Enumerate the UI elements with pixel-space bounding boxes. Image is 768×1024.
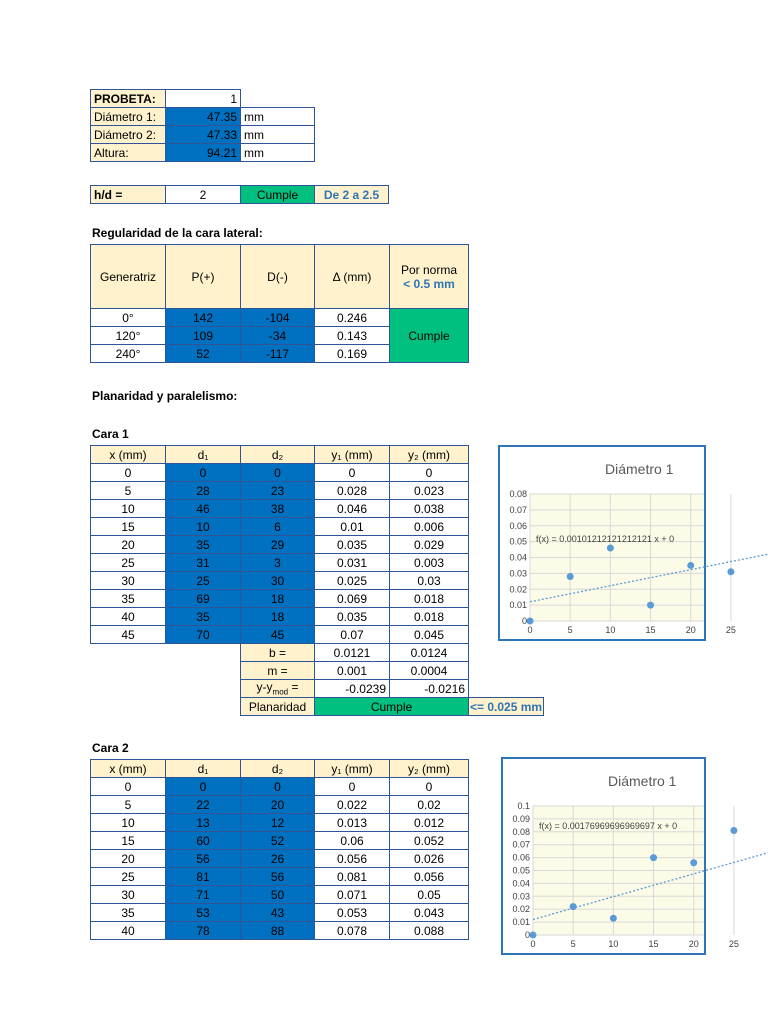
- x-tick-label: 0: [527, 625, 533, 635]
- ymod-label: $y-y_{mod}$ =: [241, 680, 315, 698]
- hd-status: Cumple: [241, 186, 315, 204]
- y1-cell: 0.078: [315, 922, 390, 940]
- y2-cell: 0.088: [390, 922, 469, 940]
- table-row: [91, 500, 544, 518]
- y1-cell: 0.022: [315, 796, 390, 814]
- y1-cell: 0.053: [315, 904, 390, 922]
- data-point: [527, 618, 534, 625]
- d1-cell[interactable]: 53: [166, 904, 241, 922]
- planaridad-status: Cumple: [315, 698, 469, 716]
- d1-cell[interactable]: 35: [166, 536, 241, 554]
- y1-cell: 0.01: [315, 518, 390, 536]
- x-tick-label: 0: [530, 939, 536, 949]
- diametro1-value[interactable]: 47.35: [166, 108, 241, 126]
- d1-cell[interactable]: 22: [166, 796, 241, 814]
- header-generatriz: Generatriz: [91, 245, 166, 309]
- x-tick-label: 10: [605, 625, 616, 635]
- table-row: [91, 850, 469, 868]
- data-point: [690, 859, 697, 866]
- table-row: [91, 904, 469, 922]
- table-row: [91, 482, 544, 500]
- d1-cell[interactable]: 60: [166, 832, 241, 850]
- y2-cell: 0.05: [390, 886, 469, 904]
- d-cell[interactable]: -34: [241, 327, 315, 345]
- data-point: [570, 903, 577, 910]
- x-cell: 25: [91, 554, 166, 572]
- x-cell: 20: [91, 536, 166, 554]
- probeta-table: [90, 89, 315, 162]
- d2-cell[interactable]: 23: [241, 482, 315, 500]
- data-point: [650, 854, 657, 861]
- header-y2: y₂ (mm): [390, 446, 469, 464]
- d1-cell[interactable]: 81: [166, 868, 241, 886]
- x-cell: 10: [91, 500, 166, 518]
- b-y1: 0.0121: [315, 644, 390, 662]
- x-tick-label: 5: [570, 939, 576, 949]
- y-tick-label: 0.05: [509, 536, 527, 547]
- d2-cell[interactable]: 26: [241, 850, 315, 868]
- regularidad-status: Cumple: [390, 309, 469, 363]
- d1-cell[interactable]: 69: [166, 590, 241, 608]
- regularidad-title: Regularidad de la cara lateral:: [92, 226, 263, 240]
- header-por-norma: [390, 245, 469, 309]
- d1-cell[interactable]: 56: [166, 850, 241, 868]
- planaridad-limit: <= 0.025 mm: [470, 699, 543, 714]
- y1-cell: 0.025: [315, 572, 390, 590]
- d1-cell[interactable]: 70: [166, 626, 241, 644]
- y-tick-label: 0.02: [509, 584, 527, 595]
- x-cell: 30: [91, 572, 166, 590]
- header-d2: d₂: [241, 760, 315, 778]
- data-point: [610, 915, 617, 922]
- x-cell: 0: [91, 464, 166, 482]
- x-tick-label: 25: [725, 625, 736, 635]
- y-tick-label: 0.09: [512, 813, 530, 824]
- header-x: x (mm): [91, 446, 166, 464]
- diametro1-unit: mm: [241, 108, 315, 126]
- d2-cell[interactable]: 12: [241, 814, 315, 832]
- x-tick-label: 5: [567, 625, 573, 635]
- table-row: [91, 778, 469, 796]
- chart-title: Diámetro 1: [608, 773, 677, 789]
- d2-cell[interactable]: 30: [241, 572, 315, 590]
- d2-cell[interactable]: 38: [241, 500, 315, 518]
- diametro2-unit: mm: [241, 126, 315, 144]
- chart-cara2[interactable]: [501, 757, 739, 955]
- d1-cell[interactable]: 0: [166, 464, 241, 482]
- d1-cell[interactable]: 31: [166, 554, 241, 572]
- trendline-equation: f(x) = 0.00176969696969697 x + 0: [539, 821, 678, 831]
- y-tick-label: 0.08: [509, 489, 527, 499]
- y2-cell: 0.003: [390, 554, 469, 572]
- d2-cell[interactable]: 45: [241, 626, 315, 644]
- x-cell: 35: [91, 904, 166, 922]
- data-point: [567, 573, 574, 580]
- y1-cell: 0.071: [315, 886, 390, 904]
- cara1-table: [90, 445, 544, 716]
- data-point: [687, 562, 694, 569]
- x-cell: 5: [91, 796, 166, 814]
- header-d2: d₂: [241, 446, 315, 464]
- y1-cell: 0.056: [315, 850, 390, 868]
- y1-cell: 0.07: [315, 626, 390, 644]
- y2-cell: 0.029: [390, 536, 469, 554]
- y1-cell: 0.031: [315, 554, 390, 572]
- chart-svg: [503, 759, 739, 953]
- y1-cell: 0.06: [315, 832, 390, 850]
- x-cell: 45: [91, 626, 166, 644]
- x-cell: 5: [91, 482, 166, 500]
- delta-cell: 0.246: [315, 309, 390, 327]
- y-tick-label: 0.04: [509, 552, 527, 563]
- x-cell: 25: [91, 868, 166, 886]
- ymod-y2: -0.0216: [390, 680, 469, 698]
- y2-cell: 0.018: [390, 590, 469, 608]
- d2-cell[interactable]: 0: [241, 464, 315, 482]
- d1-cell[interactable]: 46: [166, 500, 241, 518]
- x-cell: 40: [91, 608, 166, 626]
- header-y1: y₁ (mm): [315, 760, 390, 778]
- d1-cell[interactable]: 0: [166, 778, 241, 796]
- x-cell: 30: [91, 886, 166, 904]
- delta-cell: 0.143: [315, 327, 390, 345]
- d2-cell[interactable]: 6: [241, 518, 315, 536]
- altura-value[interactable]: 94.21: [166, 144, 241, 162]
- p-cell[interactable]: 142: [166, 309, 241, 327]
- table-row: [91, 796, 469, 814]
- y1-cell: 0: [315, 464, 390, 482]
- table-row: [91, 608, 544, 626]
- y2-cell: 0.006: [390, 518, 469, 536]
- y-tick-label: 0.07: [512, 839, 530, 850]
- table-row: [91, 464, 544, 482]
- y1-cell: 0: [315, 778, 390, 796]
- cara2-table: [90, 759, 469, 940]
- y1-cell: 0.028: [315, 482, 390, 500]
- y2-cell: 0.02: [390, 796, 469, 814]
- y-tick-label: 0.03: [512, 891, 530, 902]
- regularidad-table: [90, 244, 469, 363]
- table-row: [91, 536, 544, 554]
- y2-cell: 0.012: [390, 814, 469, 832]
- hd-value[interactable]: 2: [166, 186, 241, 204]
- d2-cell[interactable]: 20: [241, 796, 315, 814]
- d2-cell[interactable]: 43: [241, 904, 315, 922]
- planaridad-title: Planaridad y paralelismo:: [92, 389, 238, 403]
- x-cell: 35: [91, 590, 166, 608]
- d2-cell[interactable]: 0: [241, 778, 315, 796]
- x-tick-label: 20: [685, 625, 696, 635]
- x-cell: 40: [91, 922, 166, 940]
- y1-cell: 0.035: [315, 608, 390, 626]
- planaridad-label: Planaridad: [241, 698, 315, 716]
- altura-unit: mm: [241, 144, 315, 162]
- y2-cell: 0.056: [390, 868, 469, 886]
- p-cell[interactable]: 52: [166, 345, 241, 363]
- header-delta: Δ (mm): [315, 245, 390, 309]
- y-tick-label: 0.02: [512, 904, 530, 915]
- chart-cara1[interactable]: [498, 445, 736, 641]
- generatriz-cell: 240°: [91, 345, 166, 363]
- diametro2-value[interactable]: 47.33: [166, 126, 241, 144]
- y1-cell: 0.013: [315, 814, 390, 832]
- header-d1: d₁: [166, 760, 241, 778]
- d1-cell[interactable]: 10: [166, 518, 241, 536]
- hd-range: De 2 a 2.5: [315, 186, 389, 204]
- d2-cell[interactable]: 52: [241, 832, 315, 850]
- d1-cell[interactable]: 78: [166, 922, 241, 940]
- y2-cell: 0.045: [390, 626, 469, 644]
- d2-cell[interactable]: 56: [241, 868, 315, 886]
- data-point: [607, 544, 614, 551]
- probeta-value[interactable]: 1: [166, 90, 241, 108]
- y-tick-label: 0.07: [509, 504, 527, 515]
- generatriz-cell: 0°: [91, 309, 166, 327]
- d-cell[interactable]: -104: [241, 309, 315, 327]
- y-tick-label: 0.03: [509, 568, 527, 579]
- y-tick-label: 0: [521, 616, 527, 626]
- d1-cell[interactable]: 71: [166, 886, 241, 904]
- table-row: [91, 590, 544, 608]
- y1-cell: 0.069: [315, 590, 390, 608]
- y-tick-label: 0.04: [512, 878, 530, 889]
- y1-cell: 0.035: [315, 536, 390, 554]
- ymod-y1: -0.0239: [315, 680, 390, 698]
- cara2-title: Cara 2: [92, 741, 129, 755]
- b-y2: 0.0124: [390, 644, 469, 662]
- chart-svg: [500, 447, 736, 639]
- d1-cell[interactable]: 35: [166, 608, 241, 626]
- chart-title: Diámetro 1: [605, 461, 674, 477]
- trendline-equation: f(x) = 0.00101212121212121 x + 0: [536, 534, 675, 544]
- y-tick-label: 0.1: [517, 801, 530, 811]
- y1-cell: 0.046: [315, 500, 390, 518]
- x-cell: 15: [91, 832, 166, 850]
- p-cell[interactable]: 109: [166, 327, 241, 345]
- x-cell: 20: [91, 850, 166, 868]
- hd-label: h/d =: [91, 186, 166, 204]
- y2-cell: 0.052: [390, 832, 469, 850]
- d2-cell[interactable]: 29: [241, 536, 315, 554]
- x-cell: 10: [91, 814, 166, 832]
- d2-cell[interactable]: 88: [241, 922, 315, 940]
- y2-cell: 0: [390, 464, 469, 482]
- header-d1: d₁: [166, 446, 241, 464]
- table-row: [91, 814, 469, 832]
- d1-cell[interactable]: 28: [166, 482, 241, 500]
- y2-cell: 0.018: [390, 608, 469, 626]
- probeta-label: PROBETA:: [91, 90, 166, 108]
- y-tick-label: 0: [524, 930, 530, 940]
- d-cell[interactable]: -117: [241, 345, 315, 363]
- diametro2-label: Diámetro 2:: [91, 126, 166, 144]
- table-row: [91, 832, 469, 850]
- header-d: D(-): [241, 245, 315, 309]
- table-row: [91, 922, 469, 940]
- d1-cell[interactable]: 25: [166, 572, 241, 590]
- table-row: [91, 518, 544, 536]
- d2-cell[interactable]: 50: [241, 886, 315, 904]
- b-label: b =: [241, 644, 315, 662]
- table-row: [91, 572, 544, 590]
- y1-cell: 0.081: [315, 868, 390, 886]
- m-label: m =: [241, 662, 315, 680]
- x-cell: 15: [91, 518, 166, 536]
- y2-cell: 0.026: [390, 850, 469, 868]
- y2-cell: 0.03: [390, 572, 469, 590]
- d2-cell[interactable]: 18: [241, 590, 315, 608]
- y2-cell: 0.043: [390, 904, 469, 922]
- d1-cell[interactable]: 13: [166, 814, 241, 832]
- y-tick-label: 0.08: [512, 826, 530, 837]
- header-y1: y₁ (mm): [315, 446, 390, 464]
- d2-cell[interactable]: 3: [241, 554, 315, 572]
- table-row: [91, 626, 544, 644]
- y-tick-label: 0.06: [509, 520, 527, 531]
- diametro1-label: Diámetro 1:: [91, 108, 166, 126]
- y2-cell: 0.038: [390, 500, 469, 518]
- table-row: [91, 886, 469, 904]
- x-tick-label: 15: [648, 939, 659, 949]
- header-x: x (mm): [91, 760, 166, 778]
- table-row: [91, 868, 469, 886]
- y-tick-label: 0.05: [512, 865, 530, 876]
- m-y2: 0.0004: [390, 662, 469, 680]
- m-y1: 0.001: [315, 662, 390, 680]
- table-row: [91, 554, 544, 572]
- y2-cell: 0.023: [390, 482, 469, 500]
- y-tick-label: 0.01: [512, 917, 530, 928]
- y-tick-label: 0.01: [509, 600, 527, 611]
- data-point: [647, 602, 654, 609]
- cara1-title: Cara 1: [92, 427, 129, 441]
- x-tick-label: 25: [728, 939, 739, 949]
- data-point: [730, 827, 737, 834]
- x-cell: 0: [91, 778, 166, 796]
- x-tick-label: 15: [645, 625, 656, 635]
- delta-cell: 0.169: [315, 345, 390, 363]
- x-tick-label: 20: [688, 939, 699, 949]
- hd-table: [90, 185, 389, 204]
- data-point: [727, 568, 734, 575]
- y2-cell: 0: [390, 778, 469, 796]
- por-norma-label: Por norma: [400, 262, 458, 277]
- header-p: P(+): [166, 245, 241, 309]
- por-norma-limit: < 0.5 mm: [403, 276, 455, 291]
- d2-cell[interactable]: 18: [241, 608, 315, 626]
- altura-label: Altura:: [91, 144, 166, 162]
- x-tick-label: 10: [608, 939, 619, 949]
- header-y2: y₂ (mm): [390, 760, 469, 778]
- generatriz-cell: 120°: [91, 327, 166, 345]
- data-point: [530, 932, 537, 939]
- y-tick-label: 0.06: [512, 852, 530, 863]
